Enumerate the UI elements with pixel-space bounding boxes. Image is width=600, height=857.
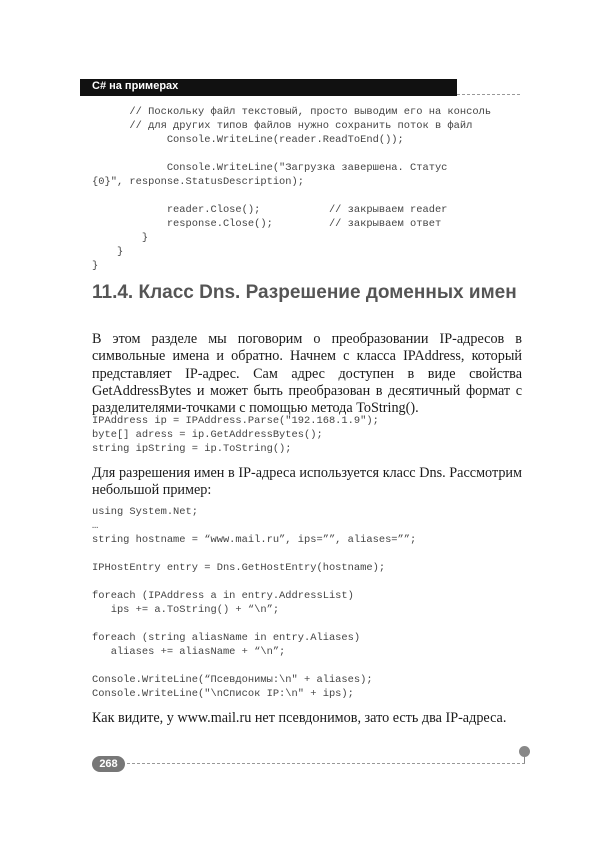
code-line: ips += a.ToString() + “\n”; [92, 604, 280, 616]
code-line [92, 617, 416, 631]
header-dotted-rule [457, 94, 520, 95]
code-line: Console.WriteLine("\nСписок IP:\n" + ips); [92, 688, 354, 700]
code-line: } [92, 246, 124, 258]
code-line: IPHostEntry entry = Dns.GetHostEntry(hostname); [92, 562, 386, 574]
running-header-title: C# на примерах [92, 80, 179, 92]
code-line [92, 659, 416, 673]
code-line: byte[] adress = ip.GetAddressBytes(); [92, 429, 323, 441]
code-line: foreach (IPAddress a in entry.AddressList) [92, 590, 354, 602]
code-line: Console.WriteLine(reader.ReadToEnd()); [92, 134, 404, 146]
code-line: } [92, 260, 99, 272]
paragraph-conclusion: Как видите, у www.mail.ru нет псевдонимов, зато есть два IP-адреса. [92, 710, 507, 726]
footer-dot-stem [524, 756, 525, 763]
running-header [80, 79, 457, 96]
code-line [92, 147, 491, 161]
code-line: aliases += aliasName + “\n”; [92, 646, 286, 658]
code-line [92, 547, 416, 561]
code-line: using System.Net; [92, 506, 199, 518]
code-line: Console.WriteLine(“Псевдонимы:\n" + aliases); [92, 674, 373, 686]
code-block-top [92, 105, 491, 273]
code-line: {0}", response.StatusDescription); [92, 176, 305, 188]
code-block-ipaddress [92, 414, 379, 456]
code-line: // для других типов файлов нужно сохранить поток в файл [92, 120, 473, 132]
code-line: Console.WriteLine("Загрузка завершена. Статус [92, 162, 448, 174]
code-line: reader.Close(); // закрываем reader [92, 204, 448, 216]
code-line [92, 575, 416, 589]
paragraph-intro: В этом разделе мы поговорим о преобразовании IP-адресов в символьные имена и обратно. Начнем с класса IPAddress, который представляет IP-адрес. Сам адрес доступен в виде свойства GetAddressBytes и может быть преобразован в десятичный формат с разделителями-точками с помощью метода ToString(). [92, 331, 522, 417]
paragraph-dns: Для разрешения имен в IP-адреса используется класс Dns. Рассмотрим небольшой пример: [92, 465, 522, 499]
code-line: string hostname = “www.mail.ru”, ips=””, aliases=””; [92, 534, 417, 546]
code-block-dns [92, 505, 416, 701]
footer-dotted-rule [127, 763, 525, 764]
code-line: … [92, 520, 99, 532]
section-heading: 11.4. Класс Dns. Разрешение доменных имен [92, 282, 517, 303]
code-line: IPAddress ip = IPAddress.Parse("192.168.1.9"); [92, 415, 379, 427]
code-line: } [92, 232, 149, 244]
page-number: 268 [92, 756, 125, 772]
code-line: // Поскольку файл текстовый, просто выводим его на консоль [92, 106, 492, 118]
code-line: foreach (string aliasName in entry.Aliases) [92, 632, 361, 644]
code-line: response.Close(); // закрываем ответ [92, 218, 442, 230]
code-line: string ipString = ip.ToString(); [92, 443, 292, 455]
code-line [92, 189, 491, 203]
